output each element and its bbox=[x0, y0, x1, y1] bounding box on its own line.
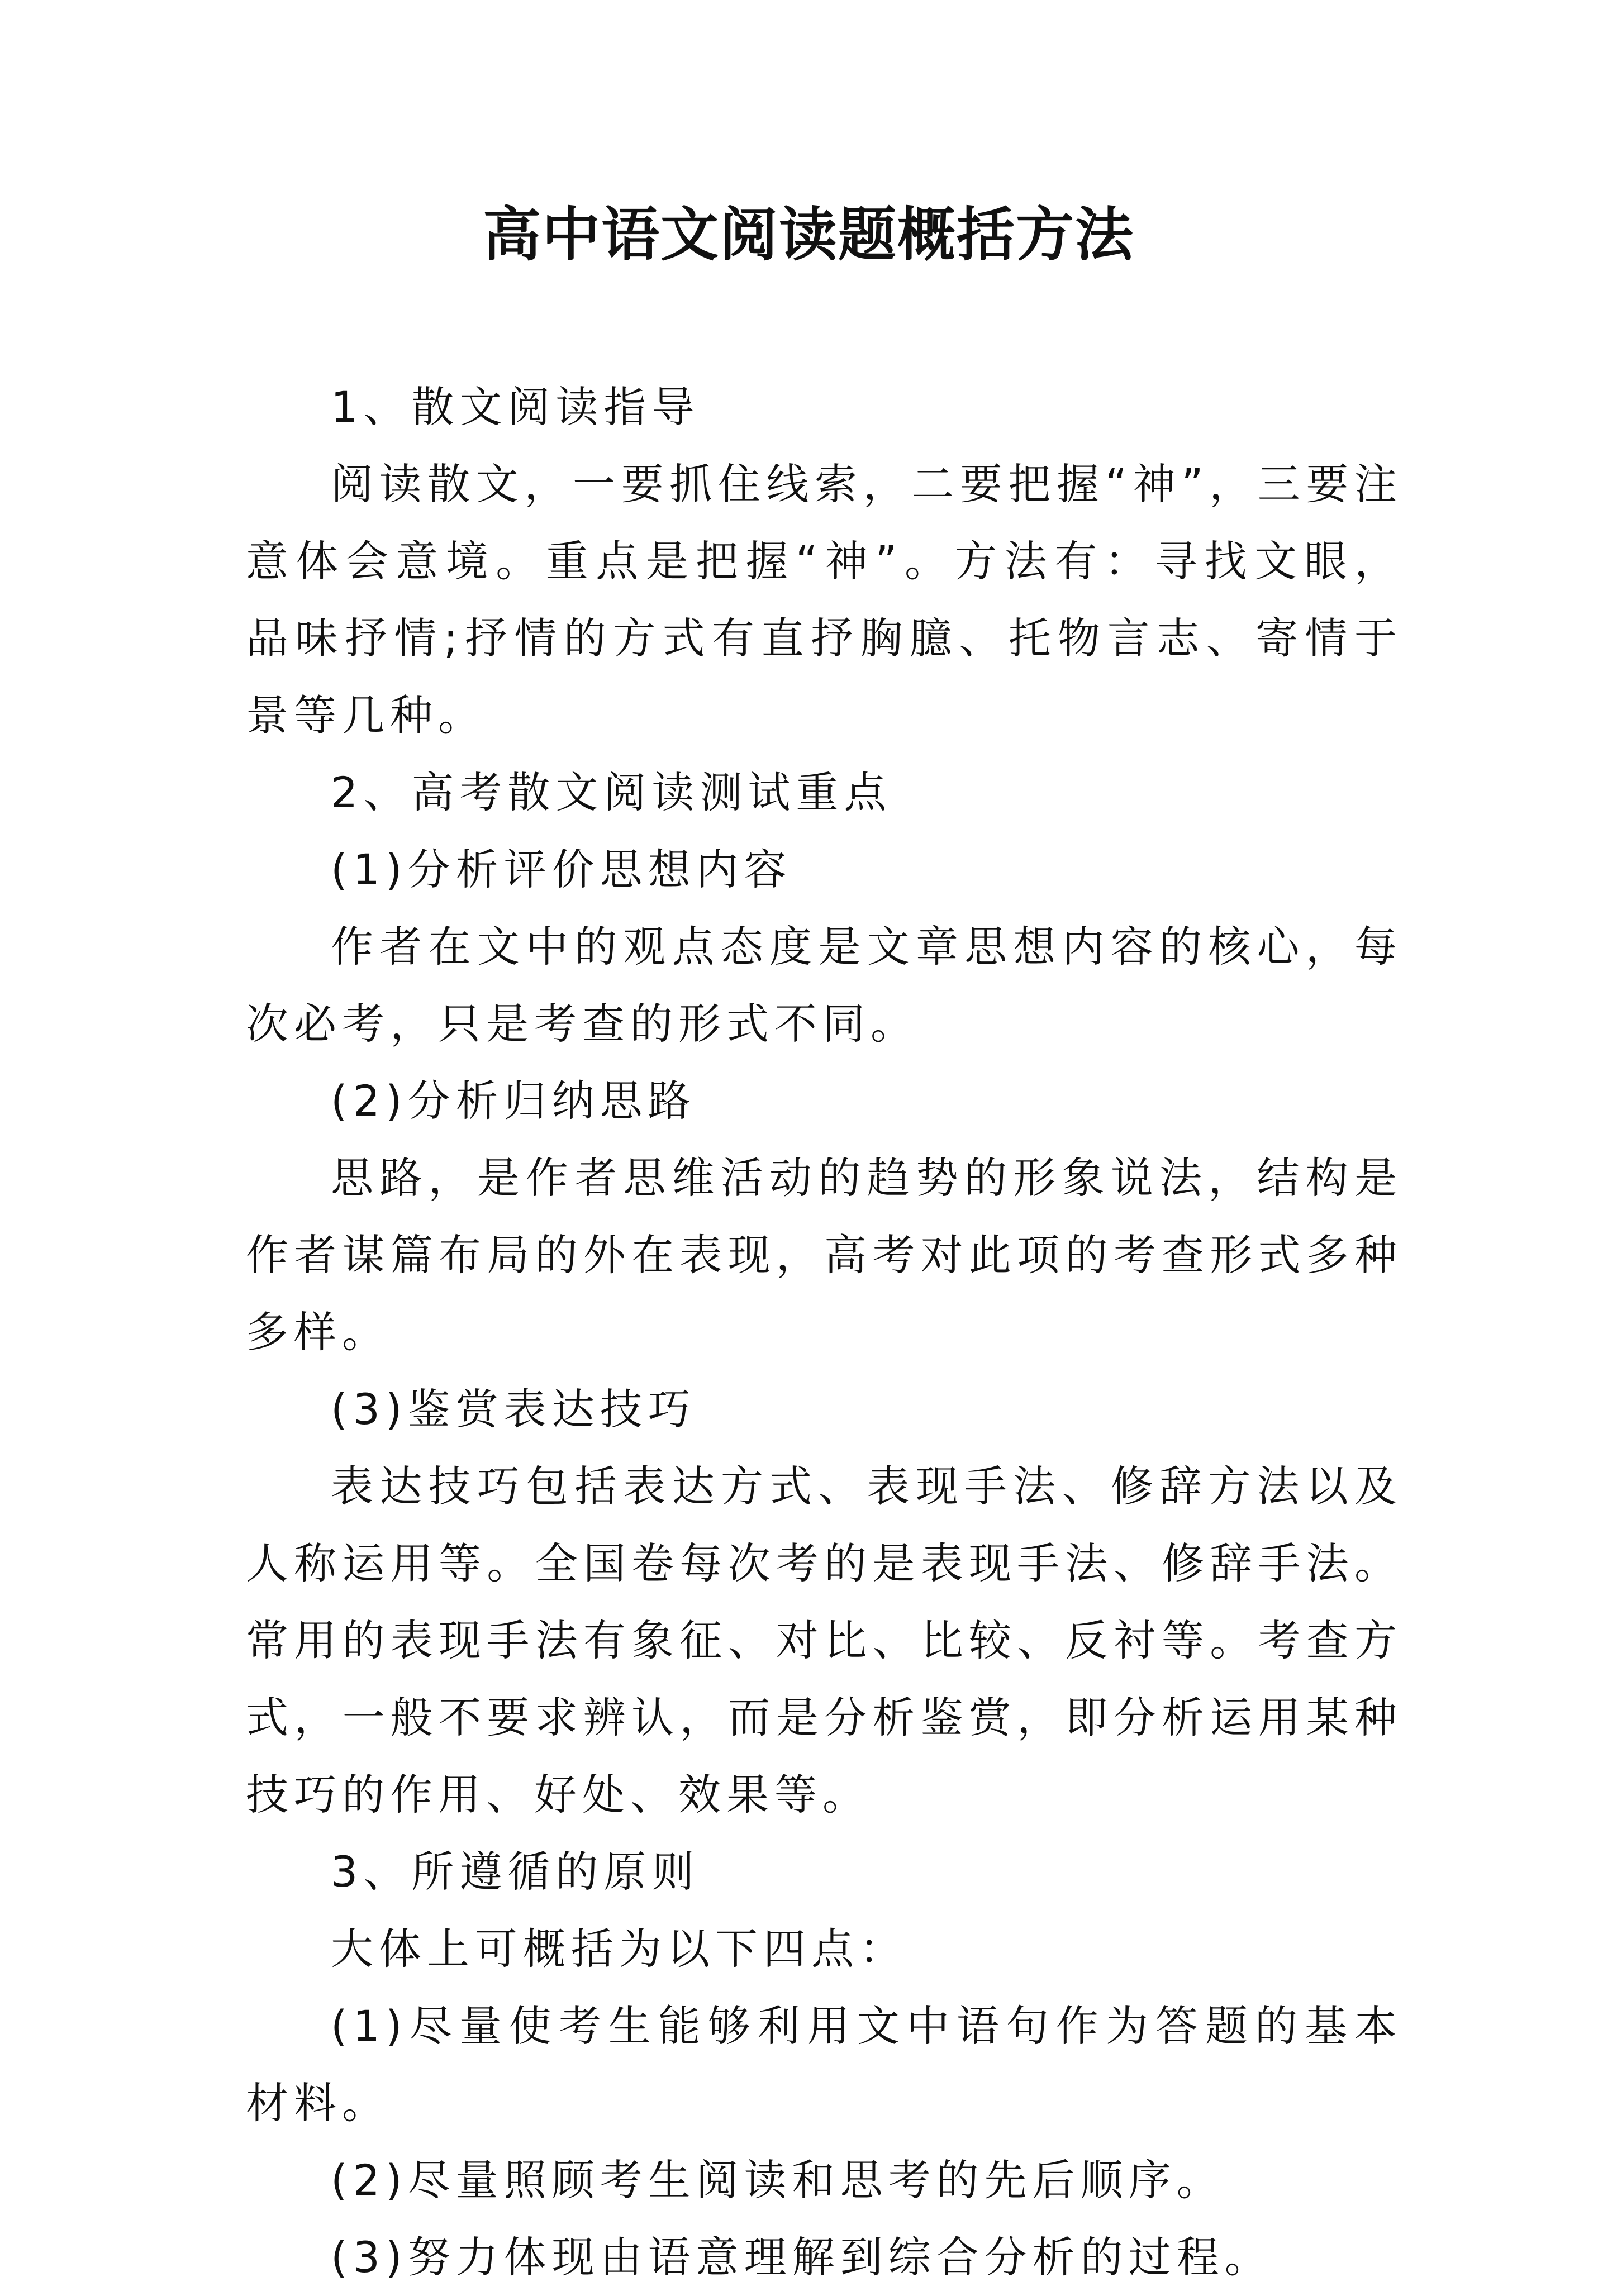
paragraph: 作者在文中的观点态度是文章思想内容的核心，每次必考，只是考查的形式不同。 bbox=[246, 922, 1402, 1049]
section-heading-1: 1、散文阅读指导 bbox=[331, 382, 700, 432]
subheading: (2)分析归纳思路 bbox=[331, 1076, 696, 1126]
paragraph: 思路，是作者思维活动的趋势的形象说法，结构是作者谋篇布局的外在表现，高考对此项的考查形式多种多样。 bbox=[246, 1153, 1402, 1357]
page-title: 高中语文阅读题概括方法 bbox=[482, 200, 1134, 269]
list-item: (3)努力体现由语意理解到综合分析的过程。 bbox=[331, 2232, 1273, 2282]
paragraph: 大体上可概括为以下四点： bbox=[331, 1924, 907, 1974]
section-heading-3: 3、所遵循的原则 bbox=[331, 1847, 700, 1897]
paragraph: 阅读散文，一要抓住线索，二要把握“神”，三要注意体会意境。重点是把握“神”。方法有：寻找文眼，品味抒情;抒情的方式有直抒胸臆、托物言志、寄情于景等几种。 bbox=[246, 459, 1402, 740]
paragraph: 表达技巧包括表达方式、表现手法、修辞方法以及人称运用等。全国卷每次考的是表现手法、修辞手法。常用的表现手法有象征、对比、比较、反衬等。考查方式，一般不要求辨认，而是分析鉴赏，即分析运用某种技巧的作用、好处、效果等。 bbox=[246, 1461, 1402, 1819]
list-item: (1)尽量使考生能够利用文中语句作为答题的基本材料。 bbox=[246, 2001, 1402, 2128]
section-heading-2: 2、高考散文阅读测试重点 bbox=[331, 768, 892, 817]
list-item: (2)尽量照顾考生阅读和思考的先后顺序。 bbox=[331, 2155, 1225, 2205]
subheading: (3)鉴赏表达技巧 bbox=[331, 1384, 696, 1434]
document-body bbox=[246, 369, 1402, 2296]
subheading: (1)分析评价思想内容 bbox=[331, 845, 792, 894]
